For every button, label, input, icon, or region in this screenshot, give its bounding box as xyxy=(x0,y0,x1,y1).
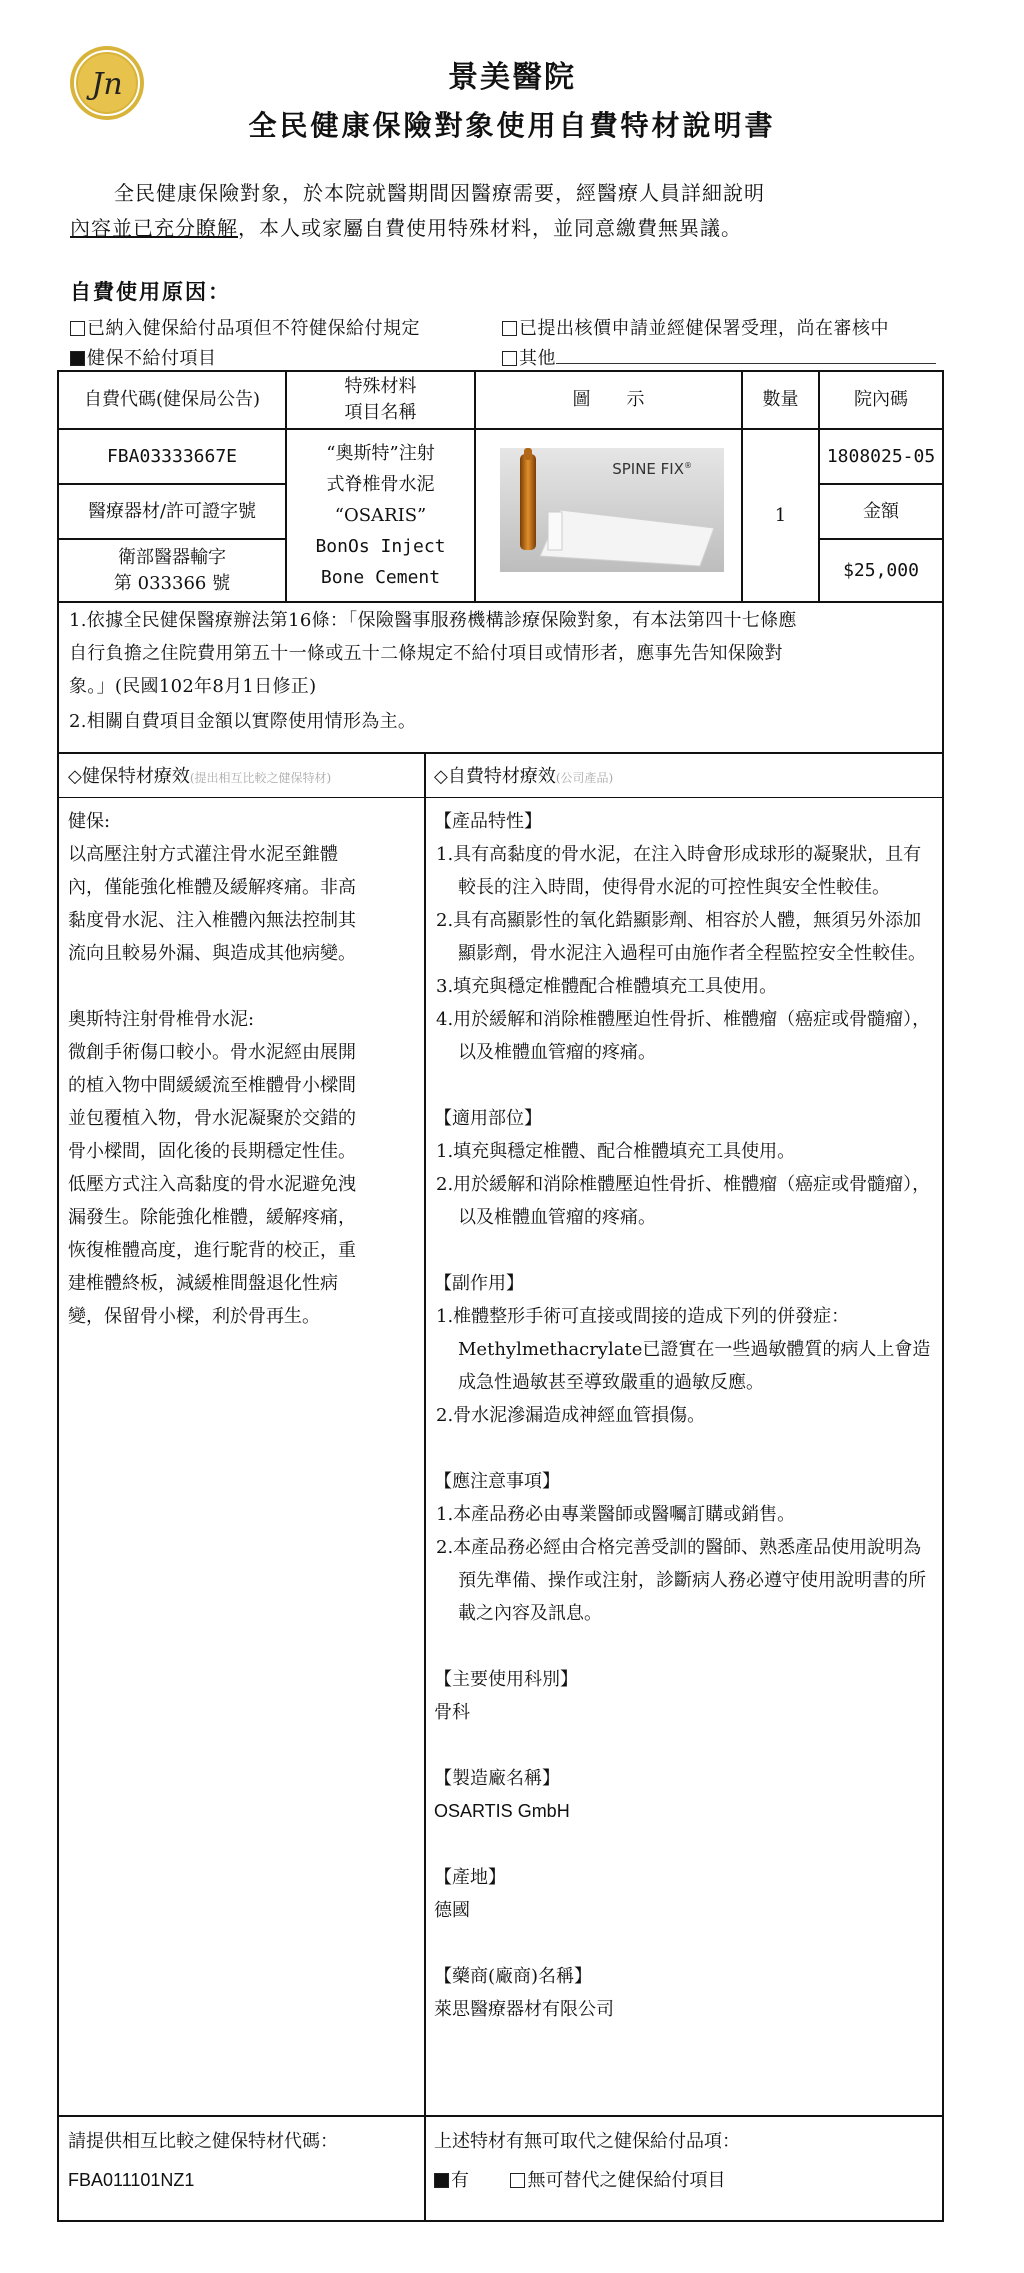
checkbox[interactable] xyxy=(502,321,517,336)
block-title-vendor: 【藥商(廠商)名稱】 xyxy=(434,1966,593,1987)
option-yes[interactable]: 有 xyxy=(434,2170,469,2191)
block-title-sites: 【適用部位】 xyxy=(434,1108,542,1129)
option-other[interactable]: 其他 xyxy=(502,344,936,370)
block-title-manufacturer: 【製造廠名稱】 xyxy=(434,1768,560,1789)
material-name: “奧斯特”注射 式脊椎骨水泥 “OSARIS” BonOs Inject Bone Cement xyxy=(315,443,446,588)
footer-right: 上述特材有無可取代之健保給付品項： 有 無可替代之健保給付項目 xyxy=(434,2131,740,2191)
quantity-value: 1 xyxy=(774,504,787,526)
checkbox-checked[interactable] xyxy=(70,351,85,366)
footer-left: 請提供相互比較之健保特材代碼： FBA011101NZ1 xyxy=(68,2131,338,2190)
block-title-origin: 【產地】 xyxy=(434,1867,506,1888)
svg-text:Jn: Jn xyxy=(91,67,123,102)
code-value: FBA03333667E xyxy=(106,445,238,467)
option-no-substitute[interactable]: 無可替代之健保給付項目 xyxy=(510,2170,725,2191)
block-title-side-effects: 【副作用】 xyxy=(434,1273,524,1294)
header-code: 自費代碼(健保局公告) xyxy=(83,389,261,410)
option-insured-not-qualified[interactable]: 已納入健保給付品項但不符健保給付規定 xyxy=(70,314,420,340)
license-label: 醫療器材/許可證字號 xyxy=(87,500,257,522)
notes: 1.依據全民健保醫療辦法第16條：「保險醫事服務機構診療保險對象，有本法第四十七條應 自行負擔之住院費用第五十一條或五十二條規定不給付項目或情形者，應事先告知保險對 象。」(民國102年8月1日修正) 2.相關自費項目金額以實際使用情形為主。 xyxy=(69,610,797,732)
checkbox[interactable] xyxy=(502,351,517,366)
svg-text:SPINE FIX®: SPINE FIX® xyxy=(612,460,692,478)
header-image: 圖 示 xyxy=(572,389,645,410)
right-section-body: 【產品特性】 1.具有高黏度的骨水泥，在注入時會形成球形的凝聚狀，且有較長的注入時間，使得骨水泥的可控性與安全性較佳。 2.具有高顯影性的氧化鋯顯影劑、相容於人體，無須另外添加顯影劑，骨水泥注入過程可由施作者全程監控安全性較佳。 3.填充與穩定椎體配合椎體填充工具使用。 4.用於緩解和消除椎體壓迫性骨折、椎體瘤（癌症或骨髓瘤），以及椎體血管瘤的疼痛。 【適用部位】 1.填充與穩定椎體、配合椎體填充工具使用。 2.用於緩解和消除椎體壓迫性骨折、椎體瘤（癌症或骨髓瘤），以及椎體血管瘤的疼痛。 【副作用】 1.椎體整形手術可直接或間接的造成下列的併發症：Methylmethacrylate已證實在一些過敏體質的病人上會造成急性過敏甚至導致嚴重的過敏反應。 2.骨水泥滲漏造成神經血管損傷。 【應注意事項】 1.本產品務必由專業醫師或醫囑訂購或銷售。 2.本產品務必經由合格完善受訓的醫師、熟悉產品使用說明為預先準備、操作或注射，診斷病人務必遵守使用說明書的所載之內容及訊息。 【主要使用科別】 骨科 【製造廠名稱】 OSARTIS GmbH 【產地】 德國 【藥商(廠商)名稱】 萊思醫療器材有限公司 xyxy=(434,805,934,2026)
hospital-name: 景美醫院 xyxy=(448,60,576,95)
amount-value: $25,000 xyxy=(843,559,919,581)
checkbox-checked[interactable] xyxy=(434,2173,449,2188)
right-section-heading: ◇自費特材療效(公司產品) xyxy=(434,766,614,787)
header-internal-code: 院內碼 xyxy=(854,389,908,410)
option-not-covered[interactable]: 健保不給付項目 xyxy=(70,344,217,370)
option-pricing-under-review[interactable]: 已提出核價申請並經健保署受理，尚在審核中 xyxy=(502,314,889,340)
license-value: 衛部醫器輸字 第 033366 號 xyxy=(113,546,231,594)
document-title: 全民健康保險對象使用自費特材說明書 xyxy=(248,109,776,142)
checkbox[interactable] xyxy=(70,321,85,336)
reason-heading: 自費使用原因： xyxy=(70,279,231,304)
left-section-heading: ◇健保特材療效(提出相互比較之健保特材) xyxy=(68,766,332,787)
header-material: 特殊材料 項目名稱 xyxy=(344,376,417,423)
header-quantity: 數量 xyxy=(762,389,799,410)
amount-label: 金額 xyxy=(863,500,899,522)
internal-code-value: 1808025-05 xyxy=(826,445,936,467)
product-image xyxy=(500,448,724,572)
left-section-body: 健保: 以高壓注射方式灌注骨水泥至錐體 內，僅能強化椎體及緩解疼痛。非高 黏度骨水泥、注入椎體內無法控制其 流向且較易外漏、與造成其他病變。 奧斯特注射骨椎骨水泥: 微創手術傷口較小。骨水泥經由展開 的植入物中間緩緩流至椎體骨小樑間 並包覆植入物，骨水泥凝聚於交錯的 骨小樑間，固化後的長期穩定性佳。 低壓方式注入高黏度的骨水泥避免洩 漏發生。除能強化椎體，緩解疼痛， 恢復椎體高度，進行駝背的校正，重 建椎體終板，減緩椎間盤退化性病 變，保留骨小樑，利於骨再生。 xyxy=(68,811,356,1327)
checkbox[interactable] xyxy=(510,2173,525,2188)
intro-paragraph: 全民健康保險對象，於本院就醫期間因醫療需要，經醫療人員詳細說明 內容並已充分瞭解，本人或家屬自費使用特殊材料，並同意繳費無異議。 xyxy=(70,181,765,240)
other-blank[interactable] xyxy=(556,347,936,364)
block-title-precautions: 【應注意事項】 xyxy=(434,1471,560,1492)
block-title-features: 【產品特性】 xyxy=(434,811,542,832)
block-title-department: 【主要使用科別】 xyxy=(434,1669,578,1690)
